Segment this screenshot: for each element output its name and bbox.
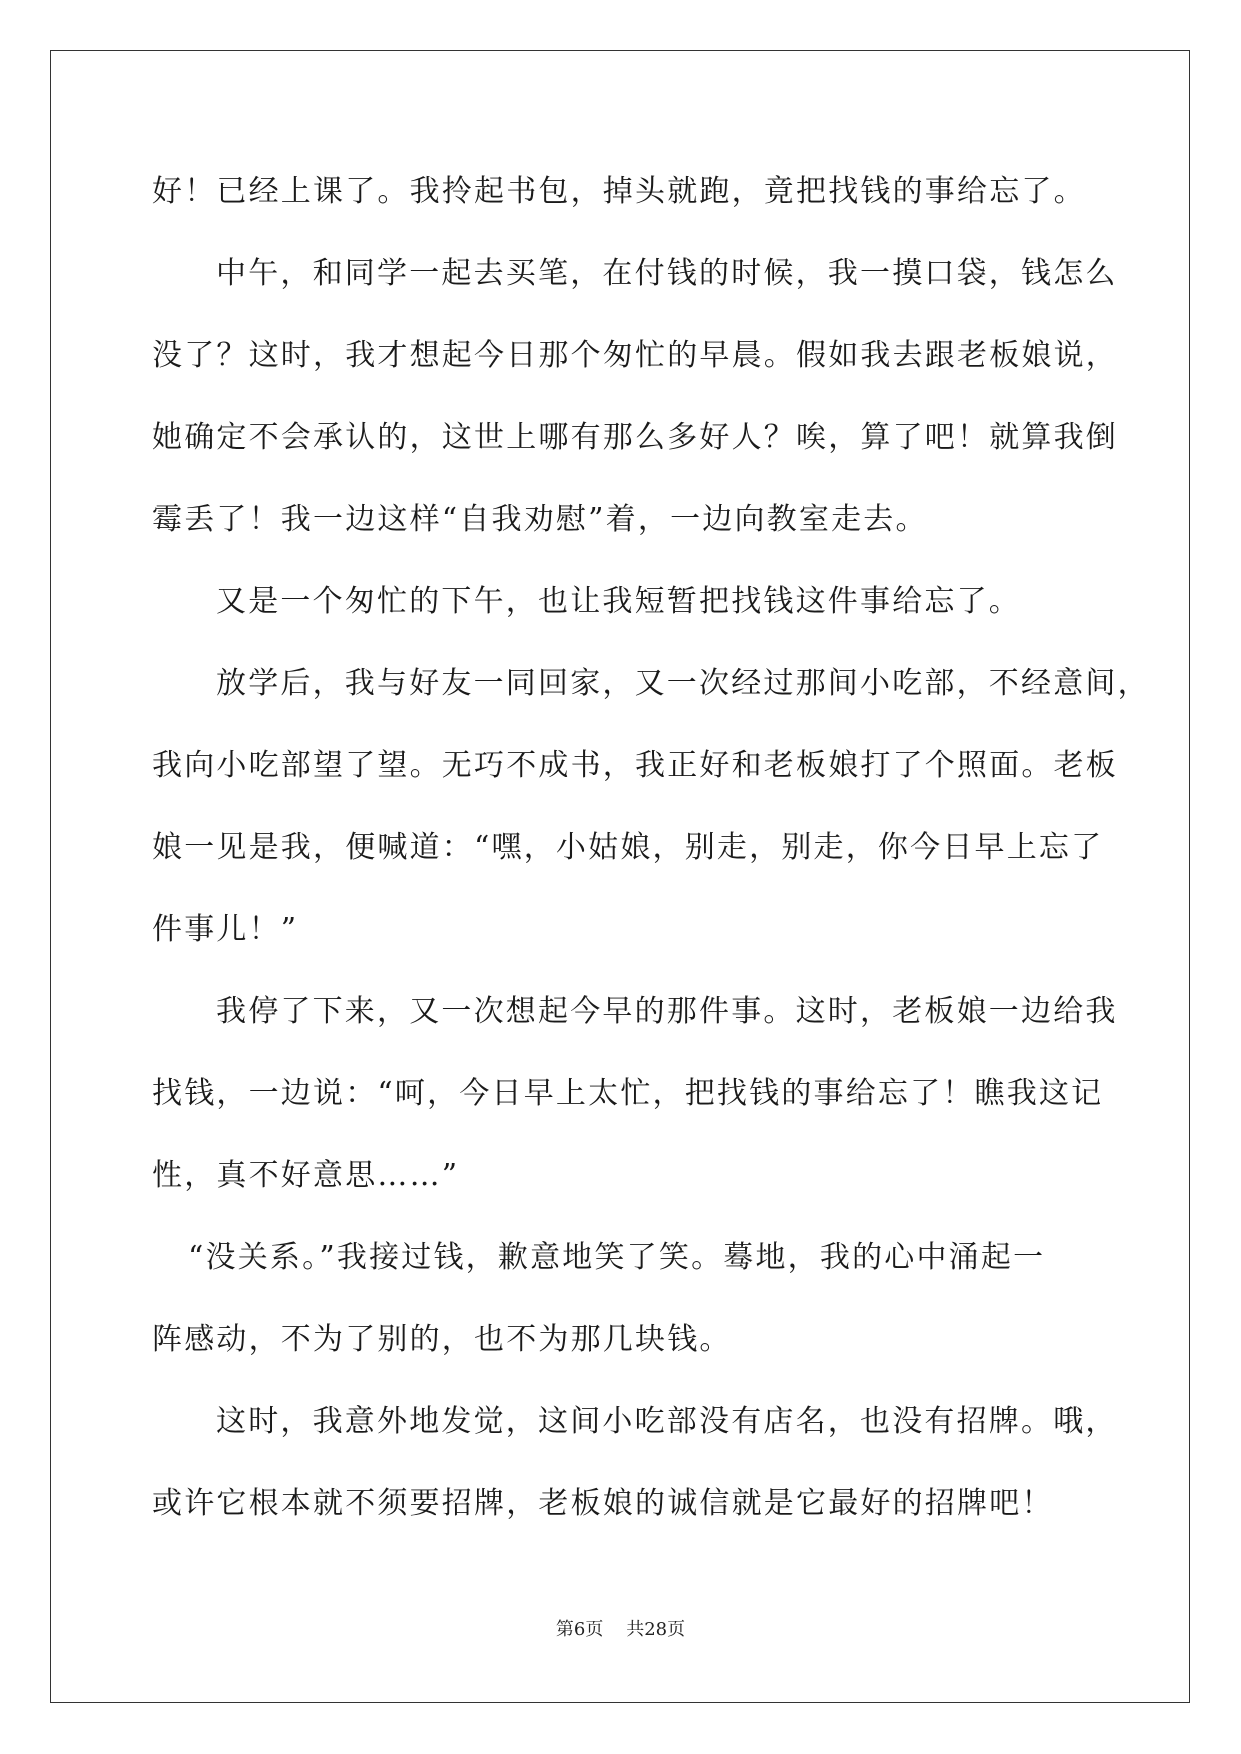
paragraph-start-line: 又是一个匆忙的下午，也让我短暂把找钱这件事给忘了。 [216,584,1021,619]
paragraph-start-line: 这时，我意外地发觉，这间小吃部没有店名，也没有招牌。哦， [216,1404,1118,1439]
paragraph-start-line: 放学后，我与好友一同回家，又一次经过那间小吃部，不经意间， [216,666,1150,701]
paragraph-start-line: 我停了下来，又一次想起今早的那件事。这时，老板娘一边给我 [216,994,1118,1029]
text-line: 她确定不会承认的，这世上哪有那么多好人？唉，算了吧！就算我倒 [152,420,1118,455]
text-line: 没了？这时，我才想起今日那个匆忙的早晨。假如我去跟老板娘说， [152,338,1118,373]
text-line: 或许它根本就不须要招牌，老板娘的诚信就是它最好的招牌吧！ [152,1486,1054,1521]
text-line: 性，真不好意思……” [152,1158,460,1193]
text-line: 好！已经上课了。我拎起书包，掉头就跑，竟把找钱的事给忘了。 [152,174,1086,209]
paragraph-start-line: 中午，和同学一起去买笔，在付钱的时候，我一摸口袋，钱怎么 [216,256,1118,291]
text-line: 我向小吃部望了望。无巧不成书，我正好和老板娘打了个照面。老板 [152,748,1118,783]
paragraph-start-line: “没关系。”我接过钱，歉意地笑了笑。蓦地，我的心中涌起一 [188,1240,1046,1275]
text-line: 找钱，一边说：“呵，今日早上太忙，把找钱的事给忘了！瞧我这记 [152,1076,1104,1111]
text-line: 件事儿！” [152,912,299,947]
text-line: 娘一见是我，便喊道：“嘿，小姑娘，别走，别走，你今日早上忘了 [152,830,1104,865]
page-border [50,50,1190,1703]
text-line: 阵感动，不为了别的，也不为那几块钱。 [152,1322,732,1357]
page-number-footer: 第6页 共28页 [555,1619,686,1640]
text-line: 霉丢了！我一边这样“自我劝慰”着，一边向教室走去。 [152,502,928,537]
